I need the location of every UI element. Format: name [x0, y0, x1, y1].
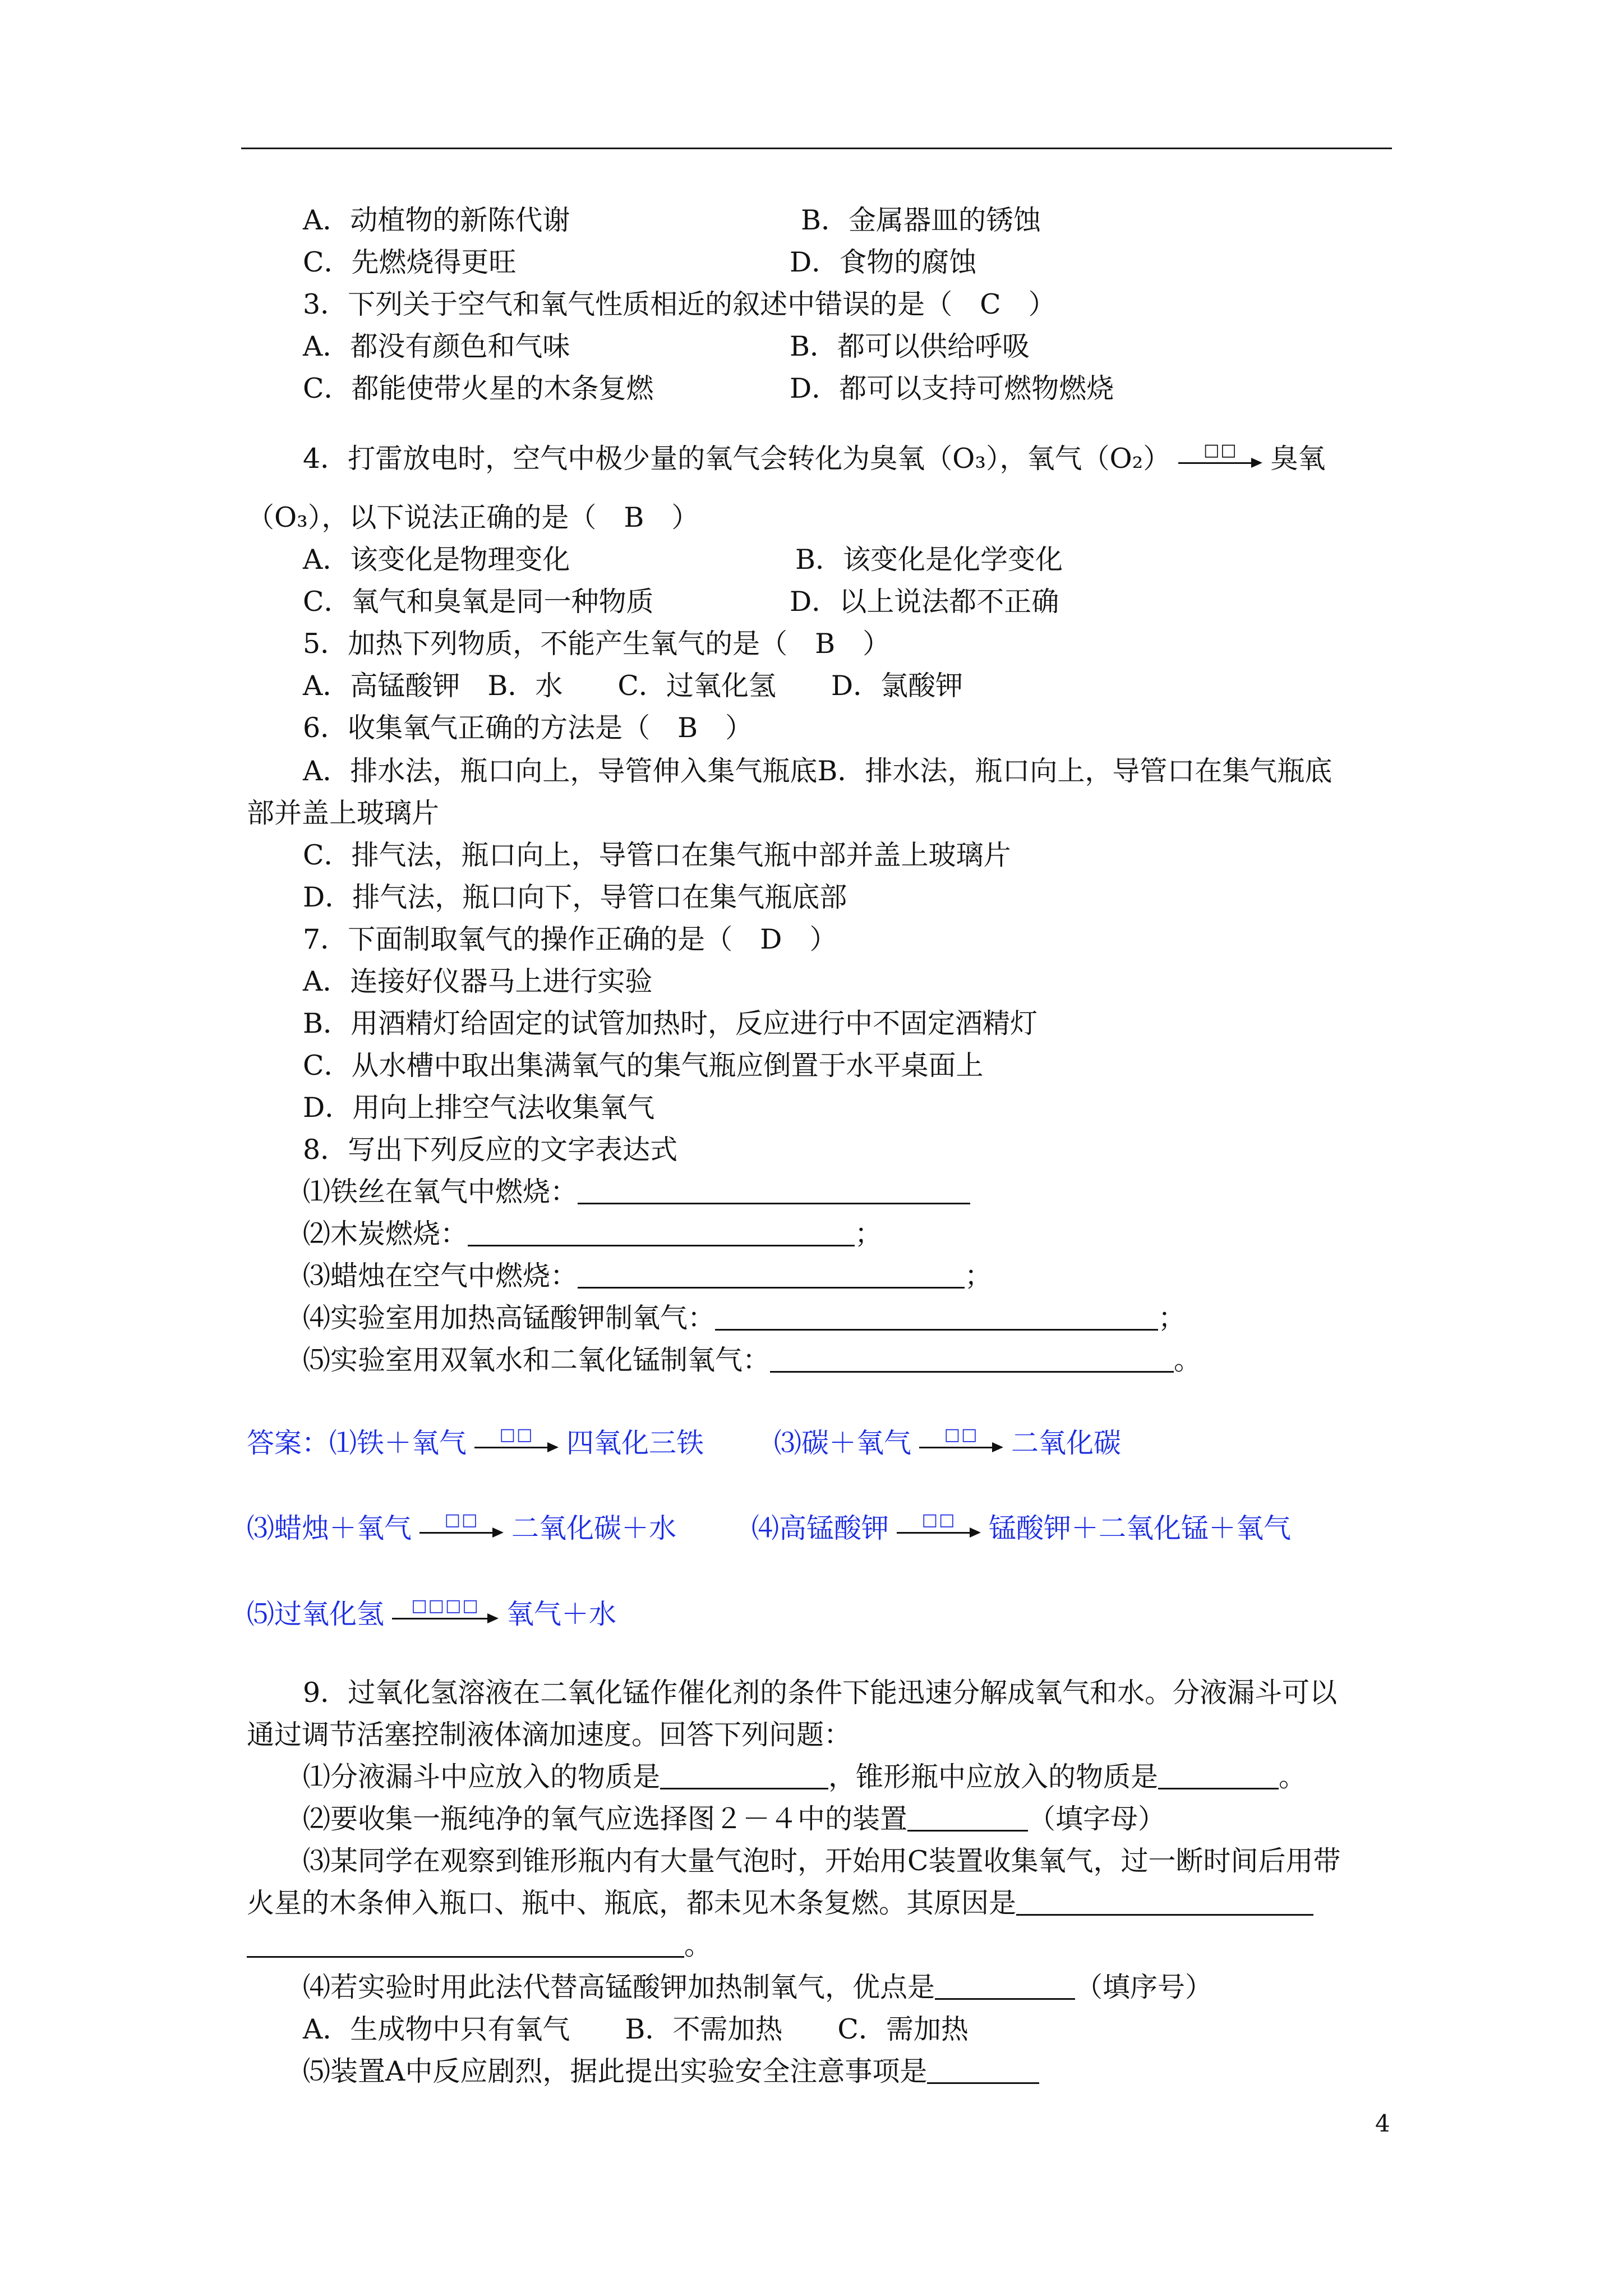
- answer-r3-lhs: ⑶蜡烛＋氧气: [247, 1512, 412, 1544]
- q2-option-d: D．食物的腐蚀: [790, 246, 977, 278]
- q9-intro-line2: 通过调节活塞控制液体滴加速度。回答下列问题：: [247, 1719, 852, 1751]
- q9-part-3-line3: [247, 1931, 712, 1959]
- arrow-condition: □□: [921, 1510, 956, 1530]
- q4-option-a: A．该变化是物理变化: [303, 544, 570, 576]
- q2-option-a: A．动植物的新陈代谢: [303, 204, 570, 236]
- arrow-condition: □□: [499, 1425, 534, 1444]
- reaction-arrow: [897, 1510, 981, 1540]
- q7-option-d: D．用向上排空气法收集氧气: [303, 1092, 655, 1124]
- answer-r5-rhs: 氧气＋水: [506, 1598, 617, 1630]
- q9-part-5-text: ⑸装置A中反应剧烈，据此提出实验安全注意事项是: [303, 2055, 928, 2087]
- q9-part-3-text: 火星的木条伸入瓶口、瓶中、瓶底，都未见木条复燃。其原因是: [247, 1887, 1017, 1919]
- answer-blank[interactable]: [1158, 1788, 1279, 1789]
- q8-item-4-label: ⑷实验室用加热高锰酸钾制氧气：: [303, 1302, 716, 1334]
- answer-line-2: [774, 1425, 1122, 1459]
- q7-option-a: A．连接好仪器马上进行实验: [303, 965, 653, 997]
- q6-option-ab-line2: 部并盖上玻璃片: [247, 797, 440, 829]
- q6-option-c: C．排气法，瓶口向上，导管口在集气瓶中部并盖上玻璃片: [303, 839, 1011, 871]
- reaction-arrow: [419, 1510, 504, 1540]
- q4-stem-line2: （O₃），以下说法正确的是（ B ）: [247, 501, 699, 533]
- answer-blank[interactable]: [660, 1788, 828, 1789]
- q3-stem: 3．下列关于空气和氧气性质相近的叙述中错误的是（ C ）: [303, 288, 1056, 320]
- answer-blank[interactable]: [247, 1956, 684, 1958]
- q3-option-d: D．都可以支持可燃物燃烧: [790, 372, 1114, 404]
- q8-item-5-label: ⑸实验室用双氧水和二氧化锰制氧气：: [303, 1344, 771, 1376]
- answer-label: 答案：: [247, 1427, 330, 1459]
- answer-r1-rhs: 四氧化三铁: [566, 1427, 704, 1459]
- q8-item-2-label: ⑵木炭燃烧：: [303, 1218, 468, 1250]
- q7-stem: 7．下面制取氧气的操作正确的是（ D ）: [303, 923, 837, 955]
- answer-blank[interactable]: [578, 1287, 965, 1289]
- q9-part-1: [303, 1763, 1306, 1791]
- q4-option-d: D．以上说法都不正确: [790, 586, 1059, 618]
- q4-stem-line1: [303, 440, 1326, 475]
- q8-item-2: [303, 1220, 882, 1248]
- answer-blank[interactable]: [907, 1830, 1028, 1832]
- arrow-condition: □□: [1203, 440, 1238, 460]
- page-number: 4: [1375, 2110, 1390, 2137]
- q9-part-2-text-b: （填字母）: [1028, 1803, 1166, 1835]
- q6-option-d: D．排气法，瓶口向下，导管口在集气瓶底部: [303, 881, 847, 913]
- q9-part-3-end: 。: [684, 1929, 712, 1961]
- q3-option-a: A．都没有颜色和气味: [303, 330, 570, 362]
- answer-r3-rhs: 二氧化碳＋水: [511, 1512, 677, 1544]
- arrow-condition: □□□□: [411, 1596, 479, 1616]
- q8-item-4: [303, 1304, 1186, 1332]
- q9-part-3-line1: ⑶某同学在观察到锥形瓶内有大量气泡时，开始用C装置收集氧气，过一断时间后用带: [303, 1845, 1341, 1877]
- answer-line-5: [247, 1596, 617, 1630]
- reaction-arrow: [392, 1596, 499, 1626]
- q4-stem-part1: 4．打雷放电时，空气中极少量的氧气会转化为臭氧（O₃），氧气（O₂）: [303, 443, 1171, 475]
- q2-option-b: B．金属器皿的锈蚀: [801, 204, 1041, 236]
- answer-r1-lhs: ⑴铁＋氧气: [329, 1427, 467, 1459]
- q9-part-4-text-a: ⑷若实验时用此法代替高锰酸钾加热制氧气，优点是: [303, 1971, 935, 2003]
- q3-option-c: C．都能使带火星的木条复燃: [303, 372, 654, 404]
- q4-option-b: B．该变化是化学变化: [795, 544, 1063, 576]
- q9-part-2: [303, 1805, 1165, 1833]
- answer-r4-lhs: ⑷高锰酸钾: [751, 1512, 889, 1544]
- q9-part-4-options: A．生成物中只有氧气 B．不需加热 C．需加热: [303, 2013, 969, 2045]
- q8-item-1: [303, 1176, 970, 1208]
- q7-option-b: B．用酒精灯给固定的试管加热时，反应进行中不固定酒精灯: [303, 1007, 1038, 1039]
- q8-period: 。: [1174, 1344, 1202, 1376]
- q4-option-c: C．氧气和臭氧是同一种物质: [303, 586, 654, 618]
- q8-item-3: [303, 1262, 992, 1290]
- header-rule: [241, 148, 1392, 149]
- q8-stem: 8．写出下列反应的文字表达式: [303, 1134, 678, 1166]
- q9-part-4: [303, 1973, 1212, 2001]
- q7-option-c: C．从水槽中取出集满氧气的集气瓶应倒置于水平桌面上: [303, 1050, 984, 1082]
- answer-blank[interactable]: [1016, 1914, 1313, 1916]
- reaction-arrow: [1178, 440, 1262, 470]
- answer-line-3: [247, 1510, 677, 1544]
- answer-r4-rhs: 锰酸钾＋二氧化锰＋氧气: [989, 1512, 1292, 1544]
- reaction-arrow: [474, 1425, 559, 1455]
- q9-part-1-text-a: ⑴分液漏斗中应放入的物质是: [303, 1761, 661, 1793]
- answer-blank[interactable]: [468, 1245, 855, 1246]
- q8-item-5: [303, 1346, 1201, 1374]
- q9-part-4-text-b: （填序号）: [1075, 1971, 1213, 2003]
- q8-semicolon: ；: [1158, 1302, 1186, 1334]
- answer-r2-rhs: 二氧化碳: [1011, 1427, 1122, 1459]
- answer-blank[interactable]: [770, 1371, 1174, 1373]
- answer-r5-lhs: ⑸过氧化氢: [247, 1598, 385, 1630]
- answer-blank[interactable]: [927, 2082, 1039, 2084]
- q5-stem: 5．加热下列物质，不能产生氧气的是（ B ）: [303, 628, 891, 660]
- q3-option-b: B．都可以供给呼吸: [790, 330, 1030, 362]
- q6-stem: 6．收集氧气正确的方法是（ B ）: [303, 712, 753, 744]
- q8-semicolon: ；: [855, 1218, 883, 1250]
- answer-blank[interactable]: [935, 1998, 1075, 2000]
- q9-part-3-line2: [247, 1889, 1313, 1917]
- answer-line-1: [247, 1425, 704, 1459]
- q9-part-1-end: 。: [1279, 1761, 1307, 1793]
- q6-option-ab-line1: A．排水法，瓶口向上，导管伸入集气瓶底B．排水法，瓶口向上，导管口在集气瓶底: [303, 755, 1332, 787]
- q8-item-1-label: ⑴铁丝在氧气中燃烧：: [303, 1176, 578, 1208]
- arrow-condition: □□: [944, 1425, 979, 1444]
- q2-option-c: C．先燃烧得更旺: [303, 246, 517, 278]
- q5-options: A．高锰酸钾 B．水 C．过氧化氢 D．氯酸钾: [303, 670, 963, 702]
- q9-part-1-text-b: ，锥形瓶中应放入的物质是: [828, 1761, 1159, 1793]
- q9-part-2-text-a: ⑵要收集一瓶纯净的氧气应选择图２－４中的装置: [303, 1803, 908, 1835]
- answer-line-4: [751, 1510, 1292, 1544]
- arrow-condition: □□: [444, 1510, 479, 1530]
- reaction-arrow: [919, 1425, 1003, 1455]
- q9-part-5: [303, 2055, 1039, 2087]
- q8-semicolon: ；: [965, 1260, 993, 1292]
- answer-r2-lhs: ⑶碳＋氧气: [774, 1427, 912, 1459]
- q8-item-3-label: ⑶蜡烛在空气中燃烧：: [303, 1260, 578, 1292]
- answer-blank[interactable]: [578, 1203, 970, 1204]
- q4-stem-part2: 臭氧: [1270, 443, 1326, 475]
- q9-intro-line1: 9．过氧化氢溶液在二氧化锰作催化剂的条件下能迅速分解成氧气和水。分液漏斗可以: [303, 1677, 1338, 1709]
- answer-blank[interactable]: [715, 1329, 1158, 1331]
